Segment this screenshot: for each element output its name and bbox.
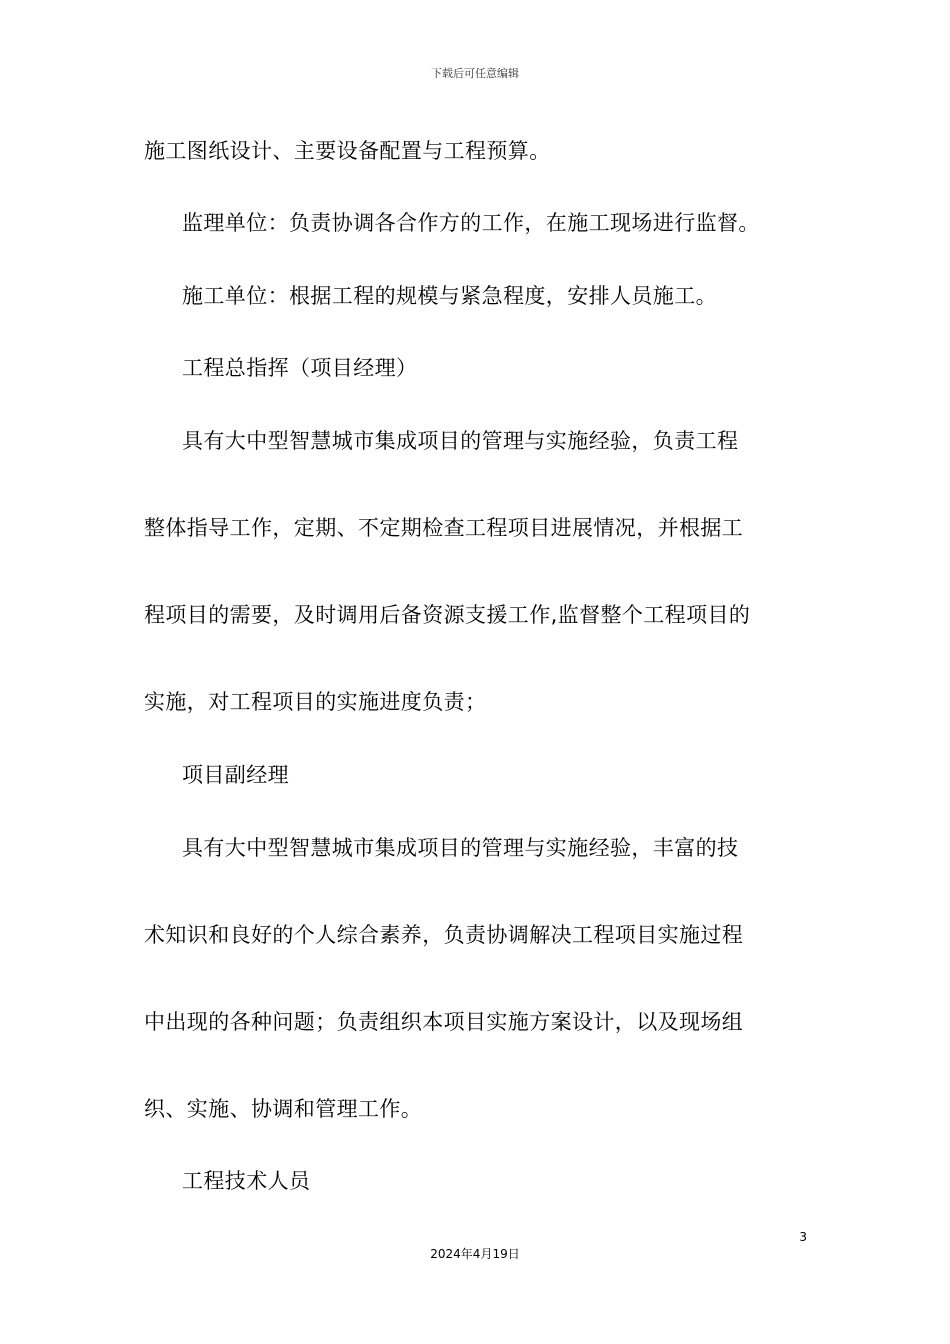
page-header: 下载后可任意编辑 [431,67,519,80]
section-heading: 工程总指挥（项目经理） [182,356,418,380]
page-number: 3 [799,1230,807,1244]
body-line: 整体指导工作，定期、不定期检查工程项目进展情况，并根据工 [144,516,744,540]
body-line: 术知识和良好的个人综合素养，负责协调解决工程项目实施过程 [144,923,744,947]
body-line: 织、实施、协调和管理工作。 [144,1097,423,1121]
body-line: 具有大中型智慧城市集成项目的管理与实施经验，丰富的技 [182,836,739,860]
section-heading: 项目副经理 [182,763,289,787]
body-line: 具有大中型智慧城市集成项目的管理与实施经验，负责工程 [182,429,739,453]
body-line: 程项目的需要，及时调用后备资源支援工作,监督整个工程项目的 [144,603,751,627]
body-line: 中出现的各种问题；负责组织本项目实施方案设计，以及现场组 [144,1010,744,1034]
body-line: 施工单位：根据工程的规模与紧急程度，安排人员施工。 [182,284,717,308]
section-heading: 工程技术人员 [182,1169,311,1193]
page-footer-date: 2024年4月19日 [430,1247,520,1261]
body-line: 施工图纸设计、主要设备配置与工程预算。 [144,139,551,163]
body-line: 监理单位：负责协调各合作方的工作，在施工现场进行监督。 [182,211,760,235]
body-line: 实施，对工程项目的实施进度负责； [144,690,487,714]
